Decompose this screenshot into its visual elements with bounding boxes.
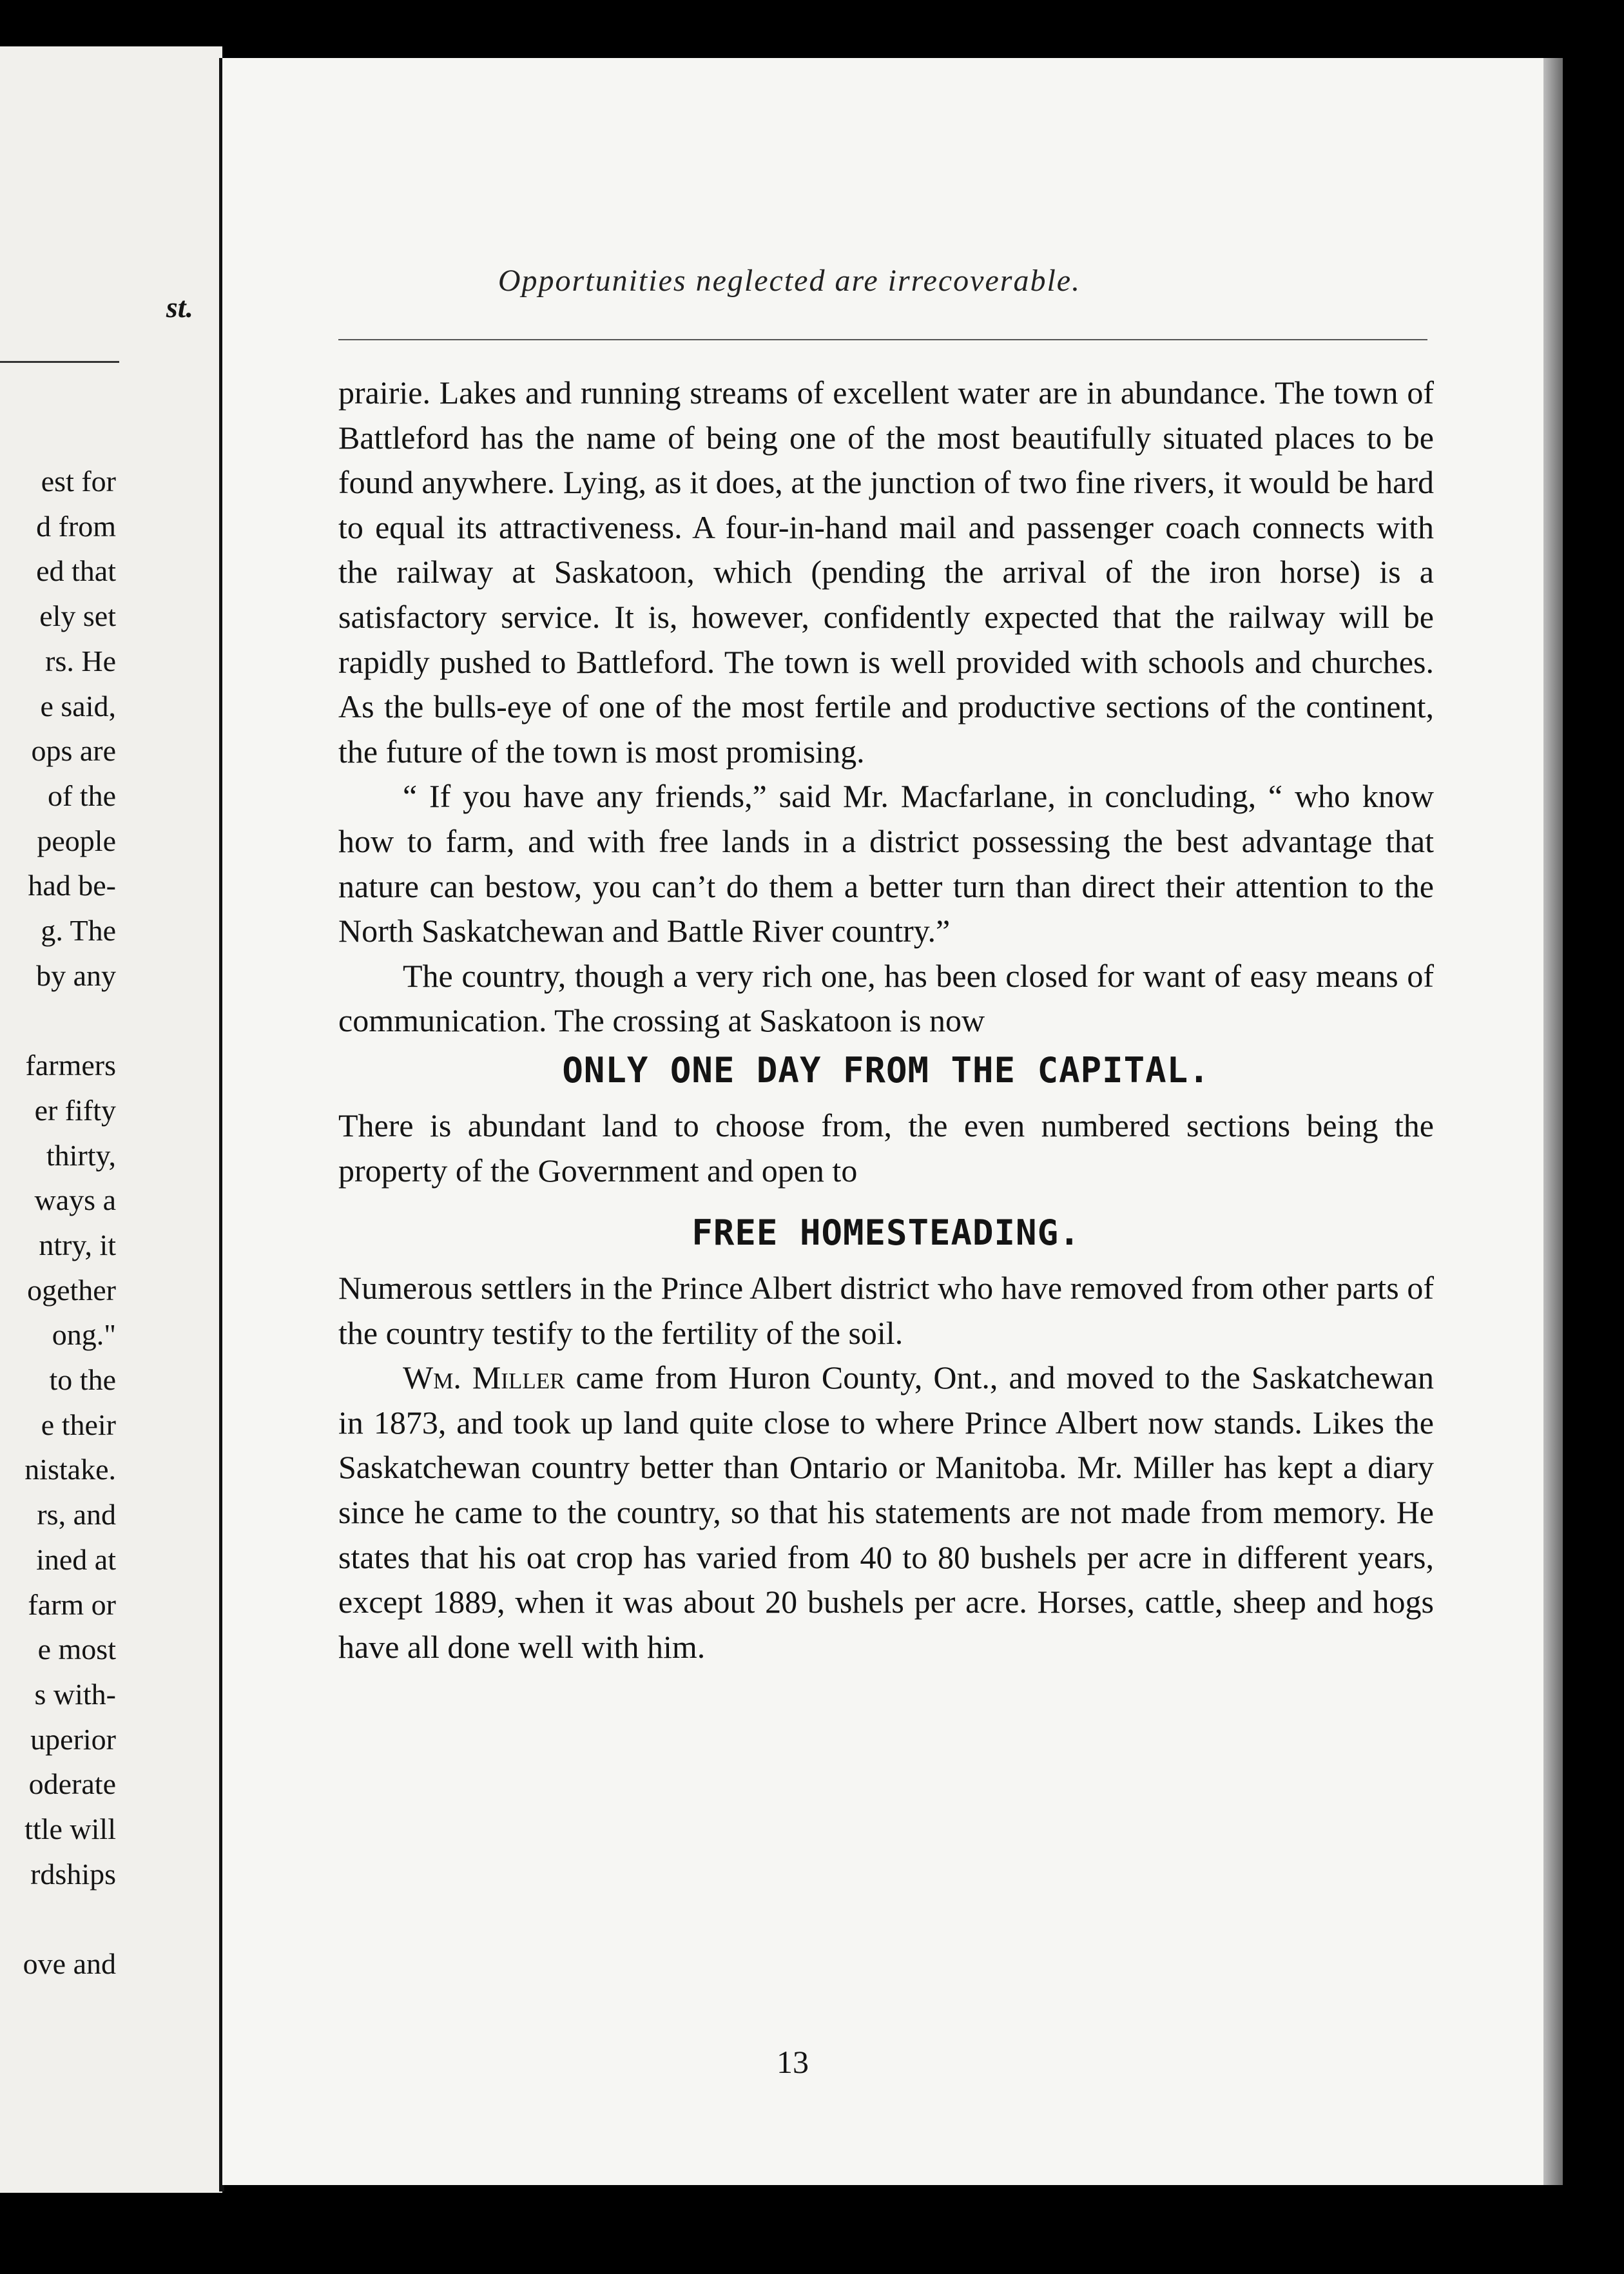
- left-page-line: rs. He: [45, 644, 116, 677]
- left-header-rule: [0, 361, 119, 363]
- left-page-line: g. The: [41, 914, 116, 947]
- left-page-line: ined at: [36, 1542, 116, 1576]
- page-body: [338, 371, 1434, 1669]
- left-page-line: d from: [36, 509, 116, 543]
- left-running-head: st.: [166, 291, 193, 324]
- left-page-line: uperior: [30, 1722, 116, 1756]
- left-page-line: ttle will: [24, 1812, 116, 1845]
- left-page-line: e said,: [40, 689, 116, 723]
- paragraph-wm-miller-text: came from Huron County, Ont., and moved to the Saskatchewan in 1873, and took up land quite close to where Prince Albert now stands. Likes the Saskatchewan country better than Ontario or Manitoba. Mr. Miller has kept a diary since he came to the country, so that his statements are not made from memory. He states that his oat crop has varied from 40 to 80 bushels per acre in different years, except 1889, when it was about 20 bushels per acre. Horses, cattle, sheep and hogs have all done well with him.: [338, 1359, 1434, 1665]
- paragraph-communication: The country, though a very rich one, has been closed for want of easy means of communication. The crossing at Saskatoon is now: [338, 957, 1434, 1039]
- page-edge-shadow: [1543, 58, 1563, 2185]
- left-page-line: rdships: [30, 1857, 116, 1890]
- left-page-line: ntry, it: [39, 1228, 116, 1261]
- header-rule: [338, 339, 1427, 340]
- left-page-line: people: [37, 824, 116, 857]
- book-page: [222, 58, 1543, 2185]
- paragraph-abundant-land: There is abundant land to choose from, the even numbered sections being the property of the Government and open to: [338, 1107, 1434, 1189]
- left-page-line: e their: [41, 1408, 116, 1441]
- paragraph-battleford: prairie. Lakes and running streams of excellent water are in abundance. The town of Battleford has the name of being one of the most beautifully situated places to be found anywhere. Lying, as it does, at the junction of two fine rivers, it would be hard to equal its attractiveness. A four-in-hand mail and passenger coach connects with the railway at Saskatoon, which (pending the arrival of the iron horse) is a satisfactory service. It is, however, confidently expected that the railway will be rapidly pushed to Battleford. The town is well provided with schools and churches. As the bulls-eye of one of the most fertile and productive sections of the continent, the future of the town is most promising.: [338, 374, 1434, 770]
- previous-page-fragment: [0, 46, 222, 2193]
- heading-free-homesteading: FREE HOMESTEADING.: [691, 1212, 1081, 1254]
- left-page-line: thirty,: [46, 1138, 116, 1172]
- left-page-line: by any: [36, 958, 116, 992]
- left-page-line: had be-: [28, 869, 116, 902]
- left-page-line: s with-: [34, 1677, 116, 1711]
- left-page-line: farmers: [25, 1049, 116, 1082]
- left-page-line: farm or: [28, 1588, 116, 1621]
- left-page-line: of the: [47, 779, 116, 812]
- paragraph-settlers: Numerous settlers in the Prince Albert district who have removed from other parts of the country testify to the fertility of the soil.: [338, 1270, 1434, 1351]
- running-head: Opportunities neglected are irrecoverable.: [498, 264, 1081, 298]
- left-page-line: est for: [41, 465, 116, 498]
- paragraph-macfarlane-quote: “ If you have any friends,” said Mr. Macfarlane, in concluding, “ who know how to farm, and with free lands in a district possessing the best advantage that nature can bestow, you can’t do them a better turn than direct their attention to the North Saskatchewan and Battle River country.”: [338, 778, 1434, 949]
- left-page-line: oderate: [28, 1767, 116, 1801]
- heading-one-day-from-capital: ONLY ONE DAY FROM THE CAPITAL.: [562, 1049, 1210, 1091]
- left-page-line: to the: [49, 1363, 116, 1396]
- left-page-line: ely set: [39, 599, 116, 633]
- left-page-line: ong.": [52, 1318, 116, 1352]
- left-page-line: ways a: [34, 1183, 116, 1217]
- left-page-line: ogether: [27, 1273, 116, 1307]
- left-page-line: ove and: [23, 1947, 116, 1981]
- settler-name: Wm. Miller: [403, 1359, 565, 1396]
- left-page-line: rs, and: [37, 1498, 116, 1531]
- left-page-line: ops are: [31, 734, 116, 768]
- paragraph-wm-miller: [338, 1356, 1434, 1669]
- left-page-line: er fifty: [34, 1093, 116, 1127]
- page-number: 13: [777, 2044, 809, 2080]
- left-page-line: nistake.: [24, 1453, 116, 1486]
- left-page-line: ed that: [36, 554, 116, 588]
- left-page-line: e most: [37, 1633, 116, 1666]
